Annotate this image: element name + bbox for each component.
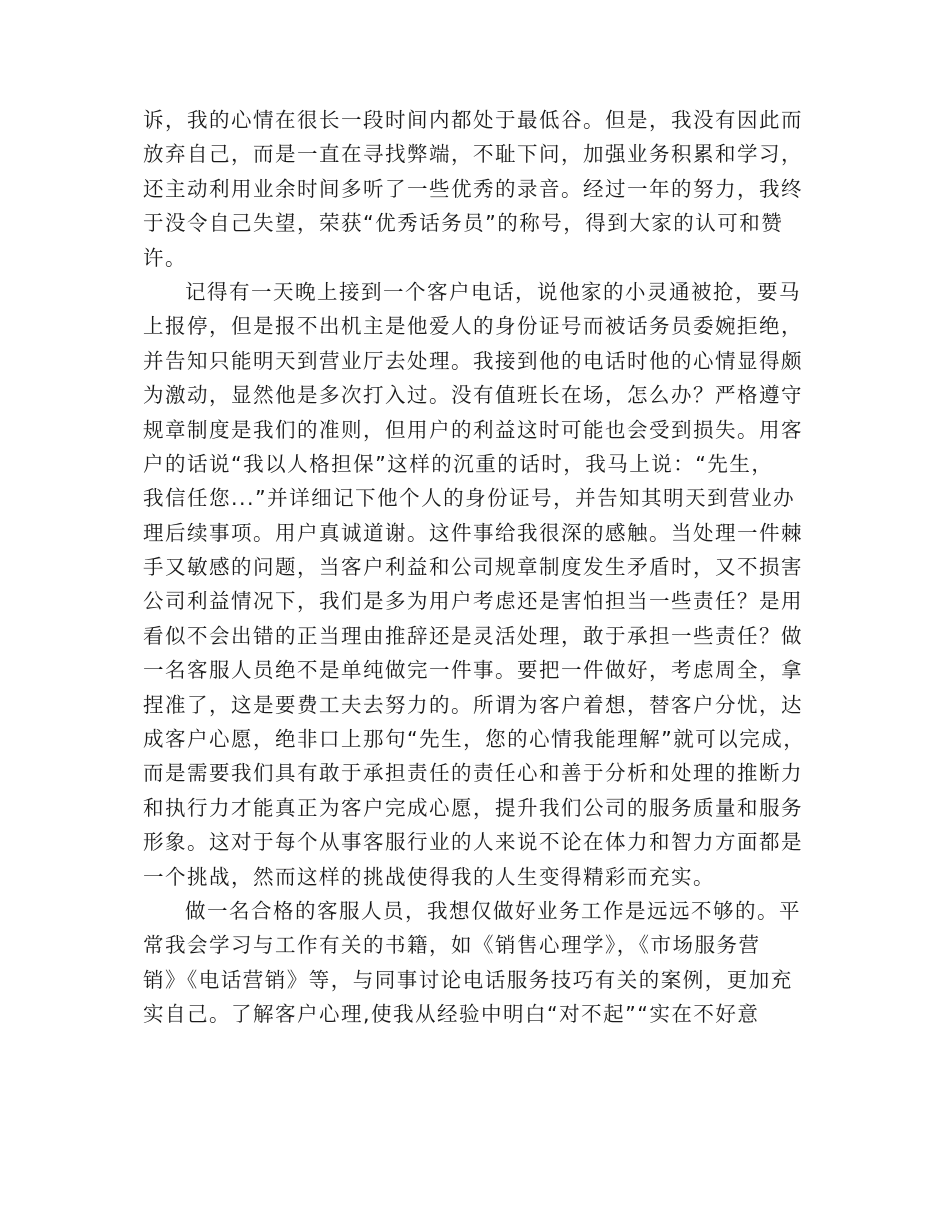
text-line: 看似不会出错的正当理由推辞还是灵活处理，敢于承担一些责任？做 <box>143 623 803 648</box>
paragraph-first-line: 做一名合格的客服人员，我想仅做好业务工作是远远不够的。平 <box>185 898 801 923</box>
text-line: 许。 <box>143 245 187 270</box>
document-body <box>143 103 823 1032</box>
text-line: 捏准了，这是要费工夫去努力的。所谓为客户着想，替客户分忧，达 <box>143 692 803 717</box>
text-line: 诉，我的心情在很长一段时间内都处于最低谷。但是，我没有因此而 <box>143 108 803 132</box>
text-line: 和执行力才能真正为客户完成心愿，提升我们公司的服务质量和服务 <box>143 795 803 820</box>
text-line: 实自己。了解客户心理,使我从经验中明白“对不起”“实在不好意 <box>143 1002 760 1027</box>
text-line: 户的话说“我以人格担保”这样的沉重的话时，我马上说：“先生， <box>143 451 774 476</box>
text-line: 我信任您...”并详细记下他个人的身份证号，并告知其明天到营业办 <box>143 486 796 511</box>
text-line: 一名客服人员绝不是单纯做完一件事。要把一件做好，考虑周全，拿 <box>143 658 803 683</box>
text-line: 销》《电话营销》等，与同事讨论电话服务技巧有关的案例，更加充 <box>143 967 793 992</box>
text-line: 上报停，但是报不出机主是他爱人的身份证号而被话务员委婉拒绝， <box>143 314 803 339</box>
text-line: 为激动，显然他是多次打入过。没有值班长在场，怎么办？严格遵守 <box>143 383 803 408</box>
text-line: 常我会学习与工作有关的书籍，如《销售心理学》，《市场服务营 <box>143 933 761 958</box>
text-line: 还主动利用业余时间多听了一些优秀的录音。经过一年的努力，我终 <box>143 176 803 201</box>
text-line: 规章制度是我们的准则，但用户的利益这时可能也会受到损失。用客 <box>143 417 803 442</box>
text-line: 一个挑战，然而这样的挑战使得我的人生变得精彩而充实。 <box>143 864 715 889</box>
text-line: 于没令自己失望，荣获“优秀话务员”的称号，得到大家的认可和赞 <box>143 211 784 236</box>
text-line: 形象。这对于每个从事客服行业的人来说不论在体力和智力方面都是 <box>143 830 803 855</box>
text-line: 放弃自己，而是一直在寻找弊端，不耻下问，加强业务积累和学习， <box>143 142 803 167</box>
text-line: 公司利益情况下，我们是多为用户考虑还是害怕担当一些责任？是用 <box>143 589 803 614</box>
paragraph-first-line: 记得有一天晚上接到一个客户电话，说他家的小灵通被抢，要马 <box>185 279 801 304</box>
text-line: 并告知只能明天到营业厅去处理。我接到他的电话时他的心情显得颇 <box>143 348 803 373</box>
text-line: 成客户心愿，绝非口上那句“先生，您的心情我能理解”就可以完成， <box>143 727 806 752</box>
text-line: 手又敏感的问题，当客户利益和公司规章制度发生矛盾时，又不损害 <box>143 555 803 580</box>
text-line: 而是需要我们具有敢于承担责任的责任心和善于分析和处理的推断力 <box>143 761 803 786</box>
text-line: 理后续事项。用户真诚道谢。这件事给我很深的感触。当处理一件棘 <box>143 520 803 545</box>
